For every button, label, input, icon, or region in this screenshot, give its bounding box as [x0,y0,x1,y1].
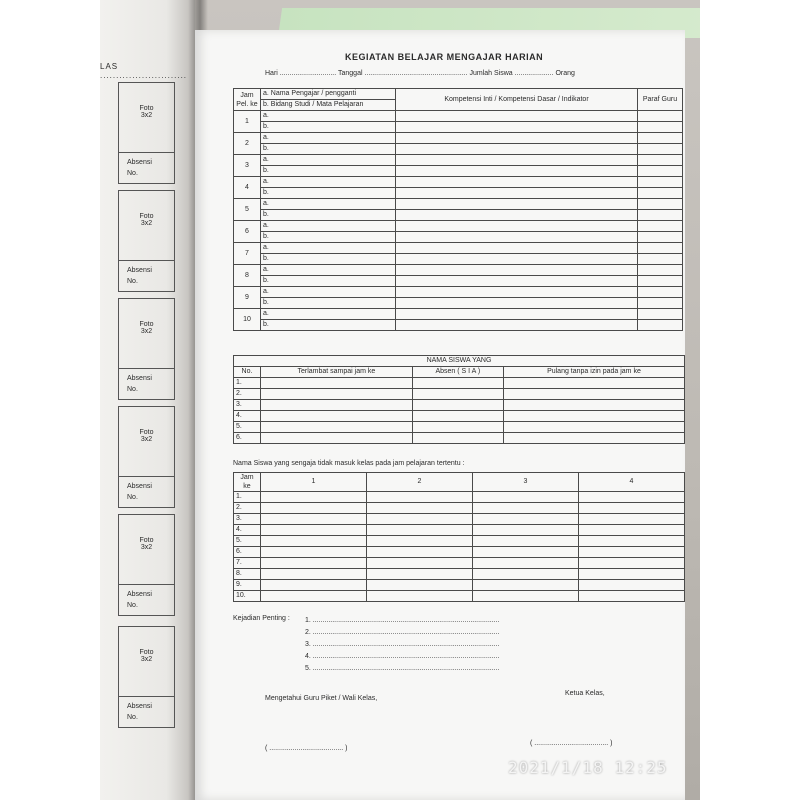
cell-kompetensi [396,111,638,122]
absen-slot [119,477,174,507]
row-number: 1. [234,492,261,503]
row-sub: a. [261,221,396,232]
row-sub: a. [261,177,396,188]
cell-paraf [638,199,683,210]
cell-paraf [638,276,683,287]
sig-left-blank: ( ...................................... ) [265,745,348,752]
photo-label: Foto [139,537,154,544]
kbm-row [234,320,683,331]
cell-paraf [638,309,683,320]
cell-kompetensi [396,177,638,188]
absent-table [233,472,685,602]
photo-size: 3x2 [140,112,153,119]
row-number: 5. [234,536,261,547]
cell [367,514,473,525]
cell [503,400,684,411]
photo-size: 3x2 [140,544,153,551]
cell [579,591,685,602]
cell-kompetensi [396,243,638,254]
absent-row [234,525,685,536]
kbm-row [234,199,683,210]
kbm-row [234,133,683,144]
cell [503,422,684,433]
student-row [234,422,685,433]
photo-box [118,406,175,508]
kejadian-lines [305,615,500,675]
student-table [233,355,685,444]
cell [503,411,684,422]
photo-label: Foto [139,321,154,328]
kbm-row [234,254,683,265]
absen-no: No. [127,386,138,393]
row-number: 6 [234,221,261,243]
cell [261,558,367,569]
absent-row [234,591,685,602]
cell [261,492,367,503]
absen-no: No. [127,170,138,177]
row-number: 1 [234,111,261,133]
kbm-row [234,144,683,155]
row-number: 2. [234,503,261,514]
cell-kompetensi [396,276,638,287]
absen-slot [119,697,174,727]
kbm-row [234,276,683,287]
col-2: 2 [367,473,473,492]
cell [473,536,579,547]
student-table-title: NAMA SISWA YANG [234,356,685,367]
row-sub: a. [261,265,396,276]
photo-label: Foto [139,105,154,112]
kbm-row [234,166,683,177]
cell-kompetensi [396,199,638,210]
kejadian-line: 1. ................................................................................................ [305,617,500,624]
absen-label: Absensi [127,375,152,382]
absent-row [234,514,685,525]
kbm-row [234,221,683,232]
cell-paraf [638,144,683,155]
absen-no: No. [127,602,138,609]
row-sub: a. [261,155,396,166]
cell-paraf [638,210,683,221]
row-number: 7 [234,243,261,265]
cell [412,433,503,444]
photo-slot [119,83,174,153]
row-sub: a. [261,199,396,210]
kbm-row [234,122,683,133]
note-text: Nama Siswa yang sengaja tidak masuk kelas pada jam pelajaran tertentu : [233,460,465,467]
row-number: 9. [234,580,261,591]
cell-paraf [638,265,683,276]
row-number: 6. [234,433,261,444]
cell [579,525,685,536]
photo-size: 3x2 [140,220,153,227]
left-page-header: LAS ........................... [100,62,188,80]
col-pulang: Pulang tanpa izin pada jam ke [503,367,684,378]
sig-left-label: Mengetahui Guru Piket / Wali Kelas, [265,695,378,702]
photo-slot [119,515,174,585]
cell-kompetensi [396,188,638,199]
cell [579,514,685,525]
kbm-row [234,232,683,243]
cell [261,411,413,422]
kejadian-line: 5. ................................................................................................ [305,665,500,672]
right-page [195,30,685,800]
cell [473,514,579,525]
photo-size: 3x2 [140,328,153,335]
cell [412,378,503,389]
cell-kompetensi [396,133,638,144]
photo-box [118,298,175,400]
absen-label: Absensi [127,591,152,598]
cell-paraf [638,111,683,122]
kbm-row [234,243,683,254]
cell [579,547,685,558]
kbm-row [234,309,683,320]
left-page [100,0,195,800]
col-terlambat: Terlambat sampai jam ke [261,367,413,378]
cell [579,503,685,514]
student-row [234,389,685,400]
row-sub: b. [261,276,396,287]
col-nama-a: a. Nama Pengajar / pengganti [261,89,396,100]
cell [261,547,367,558]
cell [473,492,579,503]
cell [367,569,473,580]
cell-paraf [638,287,683,298]
cell-paraf [638,298,683,309]
cell [503,389,684,400]
row-number: 4 [234,177,261,199]
cell [473,580,579,591]
cell [261,422,413,433]
cell [412,411,503,422]
photo-label: Foto [139,213,154,220]
col-paraf: Paraf Guru [638,89,683,111]
cell [503,378,684,389]
cell-paraf [638,320,683,331]
row-sub: b. [261,122,396,133]
absen-label: Absensi [127,267,152,274]
row-number: 7. [234,558,261,569]
row-sub: b. [261,232,396,243]
row-sub: b. [261,166,396,177]
cell-kompetensi [396,232,638,243]
cell [367,547,473,558]
cell-kompetensi [396,210,638,221]
row-sub: a. [261,111,396,122]
row-number: 5 [234,199,261,221]
row-sub: a. [261,309,396,320]
col-jam-ke: Jam ke [234,473,261,492]
row-sub: b. [261,210,396,221]
cell [579,558,685,569]
photo-label: Foto [139,429,154,436]
cell-paraf [638,232,683,243]
row-number: 3. [234,514,261,525]
cell [473,569,579,580]
absent-row [234,558,685,569]
absen-slot [119,585,174,615]
row-number: 2. [234,389,261,400]
cell-kompetensi [396,320,638,331]
cell [473,558,579,569]
row-sub: b. [261,188,396,199]
absent-row [234,536,685,547]
form-subheader: Hari ............................. Tanggal ..................................................... Jumlah Siswa .................... Orang [265,70,575,77]
cell [412,389,503,400]
cell [261,389,413,400]
photo [100,0,700,800]
cell [579,580,685,591]
cell [503,433,684,444]
cell [579,492,685,503]
student-row [234,411,685,422]
kbm-row [234,287,683,298]
kbm-row [234,210,683,221]
kbm-row [234,155,683,166]
cell-kompetensi [396,309,638,320]
photo-box [118,82,175,184]
cell [261,400,413,411]
cell [473,525,579,536]
cell [473,547,579,558]
kbm-table [233,88,683,331]
col-jam: Jam Pel. ke [234,89,261,111]
row-number: 3. [234,400,261,411]
absen-slot [119,153,174,183]
student-row [234,400,685,411]
cell-paraf [638,155,683,166]
row-number: 9 [234,287,261,309]
cell-paraf [638,221,683,232]
row-number: 10 [234,309,261,331]
cell [412,422,503,433]
absen-slot [119,261,174,291]
photo-box [118,514,175,616]
row-sub: b. [261,320,396,331]
cell [261,536,367,547]
kejadian-label: Kejadian Penting : [233,615,290,622]
row-number: 8. [234,569,261,580]
sig-right-label: Ketua Kelas, [565,690,605,697]
photo-slot [119,407,174,477]
cell [367,591,473,602]
cell-paraf [638,188,683,199]
cell [261,433,413,444]
cell [367,536,473,547]
absent-row [234,547,685,558]
cell-kompetensi [396,221,638,232]
row-sub: a. [261,287,396,298]
cell-paraf [638,254,683,265]
col-4: 4 [579,473,685,492]
student-row [234,433,685,444]
col-1: 1 [261,473,367,492]
row-sub: b. [261,298,396,309]
kejadian-line: 4. ................................................................................................ [305,653,500,660]
row-sub: b. [261,254,396,265]
row-number: 1. [234,378,261,389]
cell [473,503,579,514]
absen-label: Absensi [127,703,152,710]
kbm-row [234,177,683,188]
absent-row [234,503,685,514]
sig-right-blank: ( ...................................... ) [530,740,613,747]
cell [367,580,473,591]
cell-kompetensi [396,298,638,309]
cell [367,503,473,514]
cell [367,558,473,569]
form-title: KEGIATAN BELAJAR MENGAJAR HARIAN [345,52,544,62]
row-sub: a. [261,133,396,144]
photo-timestamp: 2021/1/18 12:25 [508,758,668,777]
cell-paraf [638,243,683,254]
kbm-row [234,111,683,122]
col-3: 3 [473,473,579,492]
cell-kompetensi [396,287,638,298]
absent-row [234,492,685,503]
kejadian-line: 3. ................................................................................................ [305,641,500,648]
cell [367,525,473,536]
cell [367,492,473,503]
cell [473,591,579,602]
photo-box [118,626,175,728]
absen-label: Absensi [127,483,152,490]
absen-slot [119,369,174,399]
absent-row [234,569,685,580]
cell-kompetensi [396,144,638,155]
row-number: 3 [234,155,261,177]
absen-no: No. [127,714,138,721]
cell [579,536,685,547]
kbm-row [234,265,683,276]
photo-label: Foto [139,649,154,656]
absen-label: Absensi [127,159,152,166]
row-number: 8 [234,265,261,287]
student-row [234,378,685,389]
cell-paraf [638,177,683,188]
cell-kompetensi [396,254,638,265]
cell [261,514,367,525]
row-number: 6. [234,547,261,558]
cell [261,378,413,389]
cell [261,525,367,536]
cell [261,503,367,514]
absen-no: No. [127,494,138,501]
col-kompetensi: Kompetensi Inti / Kompetensi Dasar / Indikator [396,89,638,111]
row-number: 10. [234,591,261,602]
col-nama-b: b. Bidang Studi / Mata Pelajaran [261,100,396,111]
cell [261,569,367,580]
cell-kompetensi [396,122,638,133]
cell [261,580,367,591]
kbm-row [234,188,683,199]
photo-slot [119,299,174,369]
row-sub: b. [261,144,396,155]
cell-kompetensi [396,166,638,177]
row-number: 4. [234,525,261,536]
absent-row [234,580,685,591]
cell [412,400,503,411]
col-absen: Absen ( S I A ) [412,367,503,378]
row-number: 5. [234,422,261,433]
photo-slot [119,627,174,697]
row-sub: a. [261,243,396,254]
cell-kompetensi [396,155,638,166]
cell-paraf [638,122,683,133]
absen-no: No. [127,278,138,285]
photo-slot [119,191,174,261]
kejadian-line: 2. ................................................................................................ [305,629,500,636]
photo-size: 3x2 [140,436,153,443]
photo-size: 3x2 [140,656,153,663]
cell [579,569,685,580]
col-no: No. [234,367,261,378]
cell-paraf [638,133,683,144]
row-number: 2 [234,133,261,155]
cell-paraf [638,166,683,177]
kbm-row [234,298,683,309]
photo-box [118,190,175,292]
row-number: 4. [234,411,261,422]
cell-kompetensi [396,265,638,276]
cell [261,591,367,602]
